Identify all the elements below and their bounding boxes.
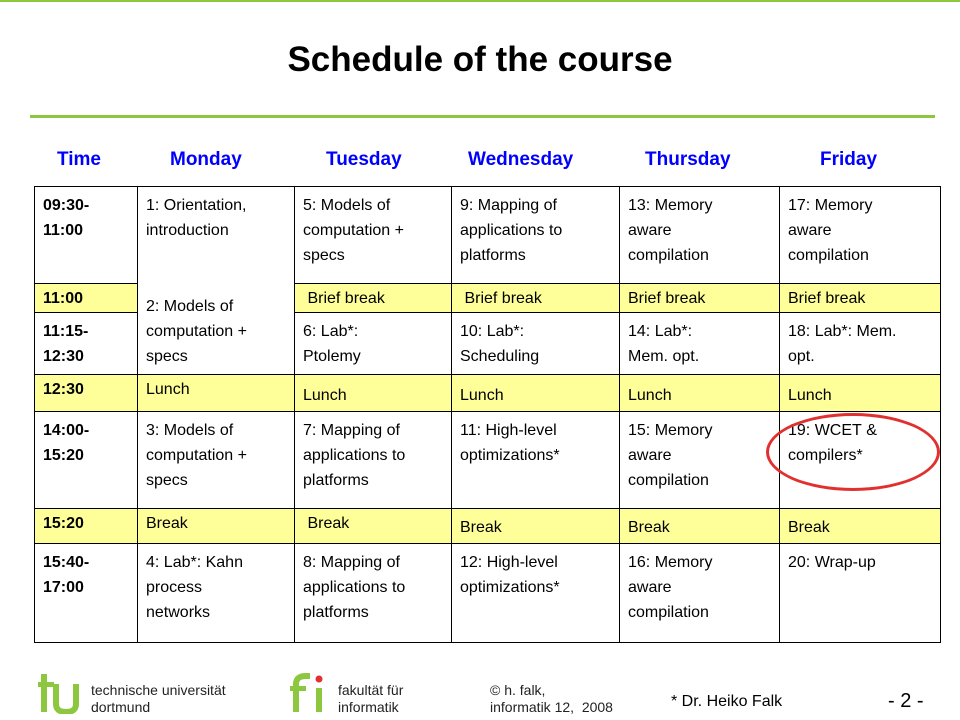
table-row [35, 187, 941, 284]
time-cell: 15:40- 17:00 [35, 544, 138, 643]
footer-copyright: © h. falk, informatik 12, 2008 [490, 682, 613, 715]
session-cell: 18: Lab*: Mem. opt. [780, 313, 941, 375]
header-wednesday: Wednesday [468, 149, 574, 170]
table-row [35, 509, 941, 544]
session-cell: 12: High-level optimizations* [452, 544, 620, 643]
break-cell: Lunch [620, 375, 780, 412]
fi-faculty-logo-icon [288, 672, 332, 714]
break-cell: Lunch [138, 375, 295, 412]
session-cell: 1: Orientation, introduction [146, 197, 247, 239]
header-thursday: Thursday [645, 149, 731, 170]
session-cell: 2: Models of computation + specs [146, 298, 247, 365]
tu-dortmund-logo-icon [38, 672, 88, 714]
session-cell: 6: Lab*: Ptolemy [295, 313, 452, 375]
session-cell: 3: Models of computation + specs [138, 412, 295, 509]
break-cell: Break [452, 509, 620, 544]
session-cell: 7: Mapping of applications to platforms [295, 412, 452, 509]
time-cell: 11:15- 12:30 [35, 313, 138, 375]
session-cell: 10: Lab*: Scheduling [452, 313, 620, 375]
title-divider [30, 115, 935, 118]
header-monday: Monday [170, 149, 242, 170]
header-friday: Friday [820, 149, 878, 170]
break-cell: Lunch [780, 375, 941, 412]
session-cell: 15: Memory aware compilation [620, 412, 780, 509]
top-accent-line [0, 0, 960, 2]
session-cell: 16: Memory aware compilation [620, 544, 780, 643]
time-cell: 14:00- 15:20 [35, 412, 138, 509]
session-cell: 14: Lab*: Mem. opt. [620, 313, 780, 375]
slide-title: Schedule of the course [287, 40, 673, 79]
break-cell: Lunch [452, 375, 620, 412]
session-cell: 17: Memory aware compilation [780, 187, 941, 284]
break-cell: Brief break [620, 284, 780, 313]
break-cell: Lunch [295, 375, 452, 412]
session-cell: 8: Mapping of applications to platforms [295, 544, 452, 643]
monday-morning-cell [138, 187, 295, 375]
schedule-table [34, 186, 941, 643]
break-cell: Break [780, 509, 941, 544]
time-cell: 09:30- 11:00 [35, 187, 138, 284]
break-cell: Break [620, 509, 780, 544]
header-time: Time [57, 149, 102, 170]
session-cell: 20: Wrap-up [780, 544, 941, 643]
header-tuesday: Tuesday [326, 149, 402, 170]
session-cell: 11: High-level optimizations* [452, 412, 620, 509]
session-cell: 4: Lab*: Kahn process networks [138, 544, 295, 643]
footer-author: * Dr. Heiko Falk [671, 693, 783, 710]
break-cell: Brief break [295, 284, 452, 313]
footer-faculty: fakultät für informatik [338, 682, 404, 715]
table-row [35, 544, 941, 643]
break-cell: Break [295, 509, 452, 544]
time-cell: 12:30 [35, 375, 138, 412]
footer-university: technische universität dortmund [91, 682, 226, 715]
page-number: - 2 - [888, 690, 924, 712]
session-cell: 19: WCET & compilers* [780, 412, 941, 509]
break-cell: Break [138, 509, 295, 544]
time-cell: 15:20 [35, 509, 138, 544]
session-cell: 13: Memory aware compilation [620, 187, 780, 284]
time-cell: 11:00 [35, 284, 138, 313]
session-cell: 5: Models of computation + specs [295, 187, 452, 284]
session-cell: 9: Mapping of applications to platforms [452, 187, 620, 284]
highlight-circle [766, 413, 940, 491]
break-cell: Brief break [780, 284, 941, 313]
break-cell: Brief break [452, 284, 620, 313]
table-row [35, 375, 941, 412]
